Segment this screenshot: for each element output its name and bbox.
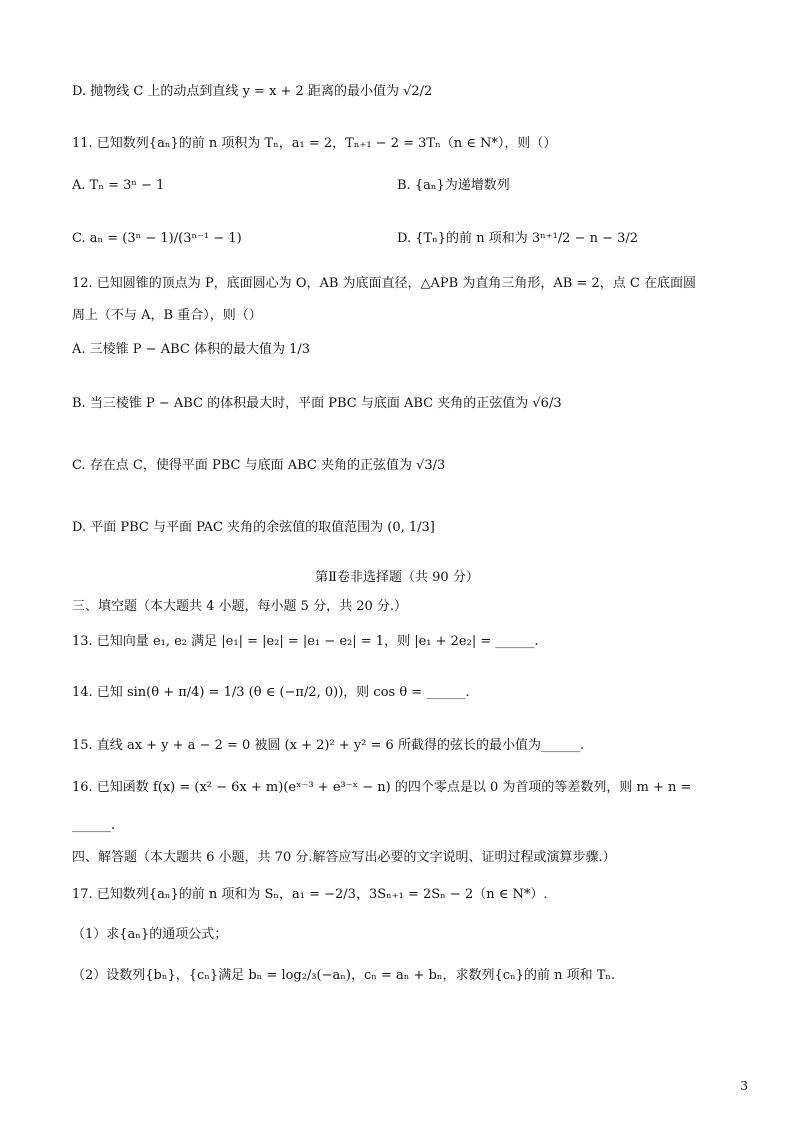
- option-11d: D. {Tₙ}的前 n 项和为 3ⁿ⁺¹/2 − n − 3/2: [397, 231, 639, 246]
- option-12d: D. 平面 PBC 与平面 PAC 夹角的余弦值的取值范围为 (0, 1/3]: [72, 520, 435, 535]
- part-2-title: 第Ⅱ卷非选择题（共 90 分）: [315, 570, 479, 585]
- question-11-stem: 11. 已知数列{aₙ}的前 n 项积为 Tₙ，a₁ = 2，Tₙ₊₁ − 2 = 3Tₙ（n ∈ N*），则（）: [72, 136, 557, 151]
- question-17-stem: 17. 已知数列{aₙ}的前 n 项和为 Sₙ，a₁ = −2/3，3Sₙ₊₁ = 2Sₙ − 2（n ∈ N*）.: [72, 887, 548, 902]
- question-12-stem-1: 12. 已知圆锥的顶点为 P，底面圆心为 O，AB 为底面直径，△APB 为直角三角形，AB = 2，点 C 在底面圆: [72, 276, 696, 291]
- option-10d: D. 抛物线 C 上的动点到直线 y = x + 2 距离的最小值为 √2/2: [72, 84, 433, 99]
- question-17-part-1: （1）求{aₙ}的通项公式；: [72, 927, 228, 942]
- section-4-heading: 四、解答题（本大题共 6 小题，共 70 分.解答应写出必要的文字说明、证明过程或演算步骤.）: [72, 850, 616, 865]
- question-16-line-2: ______.: [72, 818, 116, 833]
- option-11b: B. {aₙ}为递增数列: [397, 178, 510, 193]
- question-15: 15. 直线 ax + y + a − 2 = 0 被圆 (x + 2)² + y² = 6 所截得的弦长的最小值为______.: [72, 738, 585, 753]
- option-12b: B. 当三棱锥 P − ABC 的体积最大时，平面 PBC 与底面 ABC 夹角的正弦值为 √6/3: [72, 396, 562, 411]
- option-11c: C. aₙ = (3ⁿ − 1)/(3ⁿ⁻¹ − 1): [72, 231, 242, 246]
- question-16-line-1: 16. 已知函数 f(x) = (x² − 6x + m)(eˣ⁻³ + e³⁻ˣ − n) 的四个零点是以 0 为首项的等差数列，则 m + n =: [72, 780, 692, 795]
- question-17-part-2: （2）设数列{bₙ}，{cₙ}满足 bₙ = log₂/₃(−aₙ)，cₙ = aₙ + bₙ，求数列{cₙ}的前 n 项和 Tₙ.: [72, 968, 616, 983]
- page-number: 3: [740, 1079, 748, 1093]
- option-11a: A. Tₙ = 3ⁿ − 1: [72, 178, 165, 193]
- question-14: 14. 已知 sin(θ + π/4) = 1/3 (θ ∈ (−π/2, 0))，则 cos θ = ______.: [72, 685, 470, 700]
- section-3-heading: 三、填空题（本大题共 4 小题，每小题 5 分，共 20 分.）: [72, 599, 408, 614]
- option-12a: A. 三棱锥 P − ABC 体积的最大值为 1/3: [72, 342, 311, 357]
- option-12c: C. 存在点 C，使得平面 PBC 与底面 ABC 夹角的正弦值为 √3/3: [72, 458, 446, 473]
- question-13: 13. 已知向量 e₁, e₂ 满足 |e₁| = |e₂| = |e₁ − e₂| = 1，则 |e₁ + 2e₂| = ______.: [72, 634, 539, 649]
- question-12-stem-2: 周上（不与 A，B 重合），则（）: [72, 308, 262, 323]
